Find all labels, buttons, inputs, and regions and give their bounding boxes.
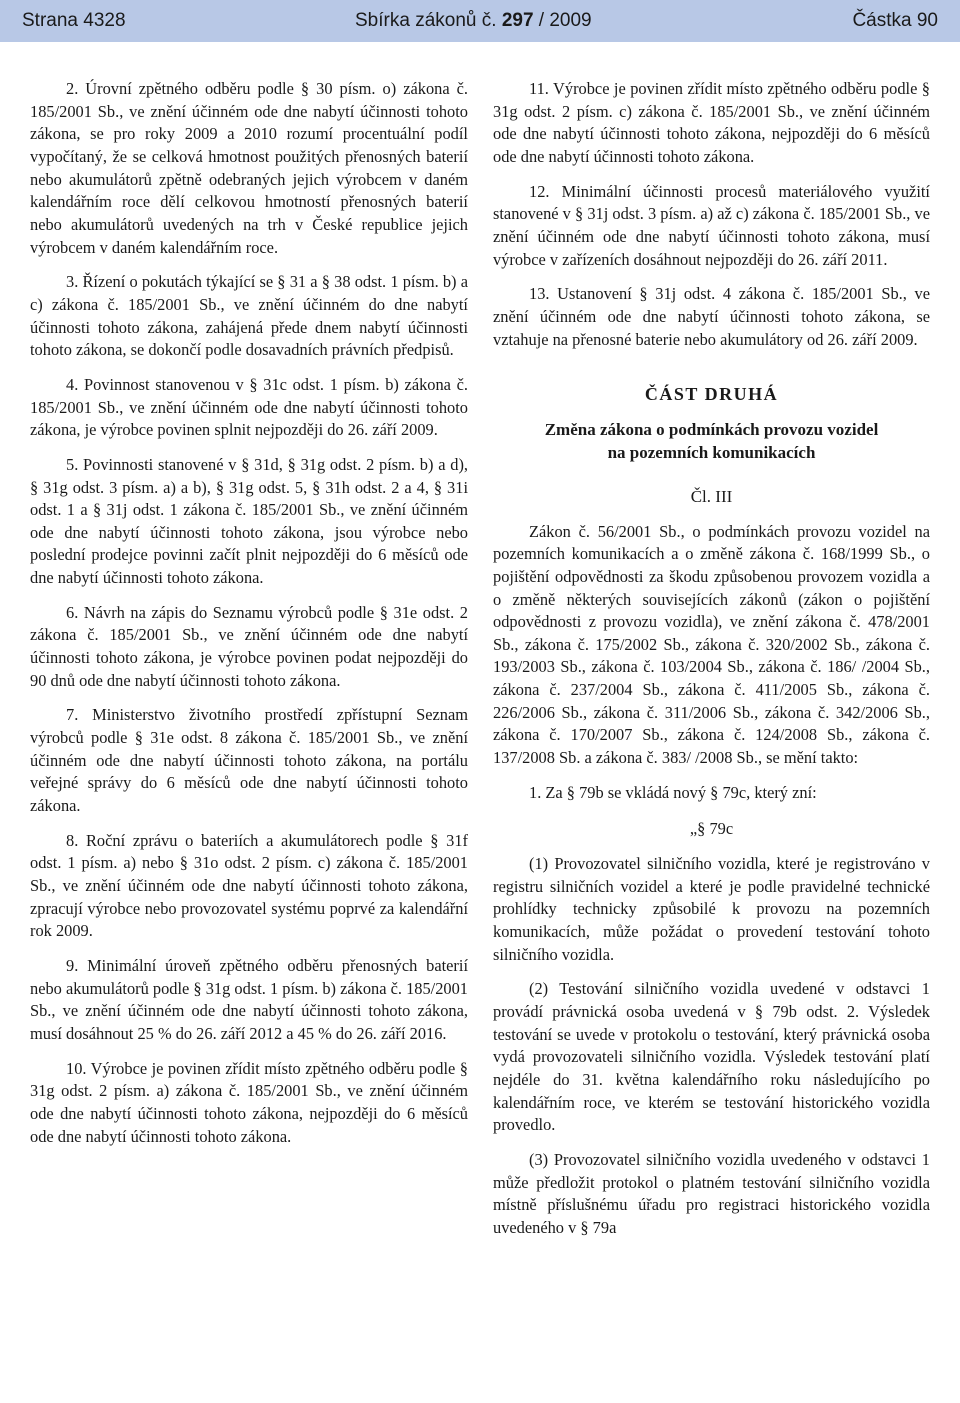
right-column: [493, 78, 930, 1252]
collection-label: Sbírka zákonů č.: [355, 10, 497, 31]
paragraph-6: 6. Návrh na zápis do Seznamu výrobců podle § 31e odst. 2 zákona č. 185/2001 Sb., ve znění účinném ode dne nabytí účinnosti tohoto zákona, je výrobce povinen podat nejpozději do 90 dnů ode dne nabytí účinnosti tohoto zákona.: [30, 602, 468, 690]
paragraph-8: 8. Roční zprávu o bateriích a akumulátorech podle § 31f odst. 1 písm. a) nebo § 31o odst. 2 písm. c) zákona č. 185/2001 Sb., ve znění účinném ode dne nabytí účinnosti tohoto zákona, zpracují výrobce nebo provozovatel systému poprvé za kalendářní rok 2009.: [30, 830, 468, 941]
paragraph-4: 4. Povinnost stanovenou v § 31c odst. 1 písm. b) zákona č. 185/2001 Sb., ve znění účinném ode dne nabytí účinnosti tohoto zákona, je výrobce povinen splnit nejpozději do 26. září 2009.: [30, 374, 468, 440]
paragraph-9: 9. Minimální úroveň zpětného odběru přenosných baterií nebo akumulátorů podle § 31g odst. 1 písm. b) zákona č. 185/2001 Sb., ve znění účinném ode dne nabytí účinnosti tohoto zákona, musí dosáhnout 25 % do 26. září 2012 a 45 % do 26. září 2016.: [30, 955, 468, 1043]
amendment-point-1: 1. Za § 79b se vkládá nový § 79c, který zní:: [529, 782, 817, 802]
page-header: [0, 0, 960, 42]
subsection-2: (2) Testování silničního vozidla uvedené v odstavci 1 provádí právnická osoba uvedená v § 79b odst. 2. Výsledek testování se uvede v protokolu o testování, který právnická osoba vydá provozovateli silničního vozidla. Výsledek testování platí nejdéle do 31. května kalendářního roku následujícího po kalendářním roce, ve kterém se testování historického vozidla provedlo.: [493, 979, 930, 1135]
article-title: Čl. III: [690, 486, 733, 506]
paragraph-7: 7. Ministerstvo životního prostředí zpřístupní Seznam výrobců podle § 31e odst. 8 zákona č. 185/2001 Sb., ve znění účinném ode dne nabytí účinnosti tohoto zákona, na portálu veřejné správy do 6 měsíců ode dne nabytí účinnosti tohoto zákona.: [30, 705, 468, 816]
law-title: [493, 418, 930, 464]
paragraph-12: 12. Minimální účinnosti procesů materiálového využití stanovené v § 31j odst. 3 písm. a) až c) zákona č. 185/2001 Sb., ve znění účinném ode dne nabytí účinnosti tohoto zákona, musí výrobce v zařízeních dosáhnout nejpozději do 26. září 2011.: [493, 181, 930, 269]
paragraph-5: 5. Povinnosti stanovené v § 31d, § 31g odst. 2 písm. b) a d), § 31g odst. 3 písm. a) a b), § 31g odst. 5, § 31h odst. 2 a 4, § 31i odst. 1 a § 31j odst. 1 zákona č. 185/2001 Sb., ve znění účinném ode dne nabytí účinnosti tohoto zákona, jsou výrobce nebo poslední prodejce povinni začít plnit nejpozději do 6 měsíců ode dne nabytí účinnosti tohoto zákona.: [30, 454, 468, 588]
section-title: „§ 79c: [689, 819, 734, 839]
paragraph-11: 11. Výrobce je povinen zřídit místo zpětného odběru podle § 31g odst. 2 písm. c) zákona č. 185/2001 Sb., ve znění účinném ode dne nabytí účinnosti tohoto zákona, nejpozději do 6 měsíců ode dne nabytí účinnosti tohoto zákona.: [493, 79, 930, 166]
subsection-3: (3) Provozovatel silničního vozidla uvedeného v odstavci 1 může předložit protokol o platném testování silničního vozidla místně příslušnému úřadu pro registraci historického vozidla uvedeného v § 79a: [493, 1149, 930, 1237]
issue-year: / 2009: [538, 10, 592, 31]
left-column: [30, 78, 468, 1160]
amendment-intro: Zákon č. 56/2001 Sb., o podmínkách provozu vozidel na pozemních komunikacích a o změně zákona č. 168/1999 Sb., o pojištění odpovědnosti za škodu způsobenou provozem vozidla a o změně některých souvisejících zákonů (zákon o pojištění odpovědnosti z provozu vozidla), ve znění zákona č. 478/2001 Sb., zákona č. 175/2002 Sb., zákona č. 320/2002 Sb., zákona č. 193/2003 Sb., zákona č. 103/2004 Sb., zákona č. 186/ /2004 Sb., zákona č. 237/2004 Sb., zákona č. 411/2005 Sb., zákona č. 226/2006 Sb., zákona č. 311/2006 Sb., zákona č. 342/2006 Sb., zákona č. 170/2007 Sb., zákona č. 124/2008 Sb., zákona č. 137/2008 Sb. a zákona č. 383/ /2008 Sb., se mění takto:: [493, 521, 930, 768]
paragraph-2: 2. Úrovní zpětného odběru podle § 30 písm. o) zákona č. 185/2001 Sb., ve znění účinném ode dne nabytí účinnosti tohoto zákona, se pro roky 2009 a 2010 rozumí procentuální podíl vypočítaný, že se celková hmotnost použitých přenosných baterií nebo akumulátorů zpětně odebraných jejich výrobcem v daném kalendářním roce dělí celkovou hmotností přenosných baterií nebo akumulátorů uvedených na trh v České republice jejich výrobcem v daném kalendářním roce.: [30, 79, 468, 257]
law-title-line-1: Změna zákona o podmínkách provozu vozidel: [544, 419, 879, 439]
subsection-1: (1) Provozovatel silničního vozidla, které je registrováno v registru silničních vozidel a které je podle pravidelné technické prohlídky technicky způsobilé k provozu na pozemních komunikacích, může požádat o provedení testování tohoto silničního vozidla.: [493, 854, 930, 964]
paragraph-3: 3. Řízení o pokutách týkající se § 31 a § 38 odst. 1 písm. b) a c) zákona č. 185/2001 Sb., ve znění účinném do dne nabytí účinnosti tohoto zákona, zahájená přede dnem nabytí účinnosti tohoto zákona, se dokončí podle dosavadních právních předpisů.: [30, 272, 468, 360]
part-title: ČÁST DRUHÁ: [644, 384, 779, 405]
part-number: Částka 90: [852, 10, 938, 31]
issue-number: 297: [501, 10, 534, 31]
paragraph-10: 10. Výrobce je povinen zřídit místo zpětného odběru podle § 31g odst. 2 písm. a) zákona č. 185/2001 Sb., ve znění účinném ode dne nabytí účinnosti tohoto zákona, nejpozději do 6 měsíců ode dne nabytí účinnosti tohoto zákona.: [30, 1058, 468, 1146]
collection-title: [355, 10, 592, 32]
paragraph-13: 13. Ustanovení § 31j odst. 4 zákona č. 185/2001 Sb., ve znění účinném ode dne nabytí účinnosti tohoto zákona, se vztahuje na přenosné baterie nebo akumulátory od 26. září 2009.: [493, 284, 930, 349]
page-number: Strana 4328: [22, 10, 126, 31]
law-title-line-2: na pozemních komunikacích: [607, 442, 816, 462]
